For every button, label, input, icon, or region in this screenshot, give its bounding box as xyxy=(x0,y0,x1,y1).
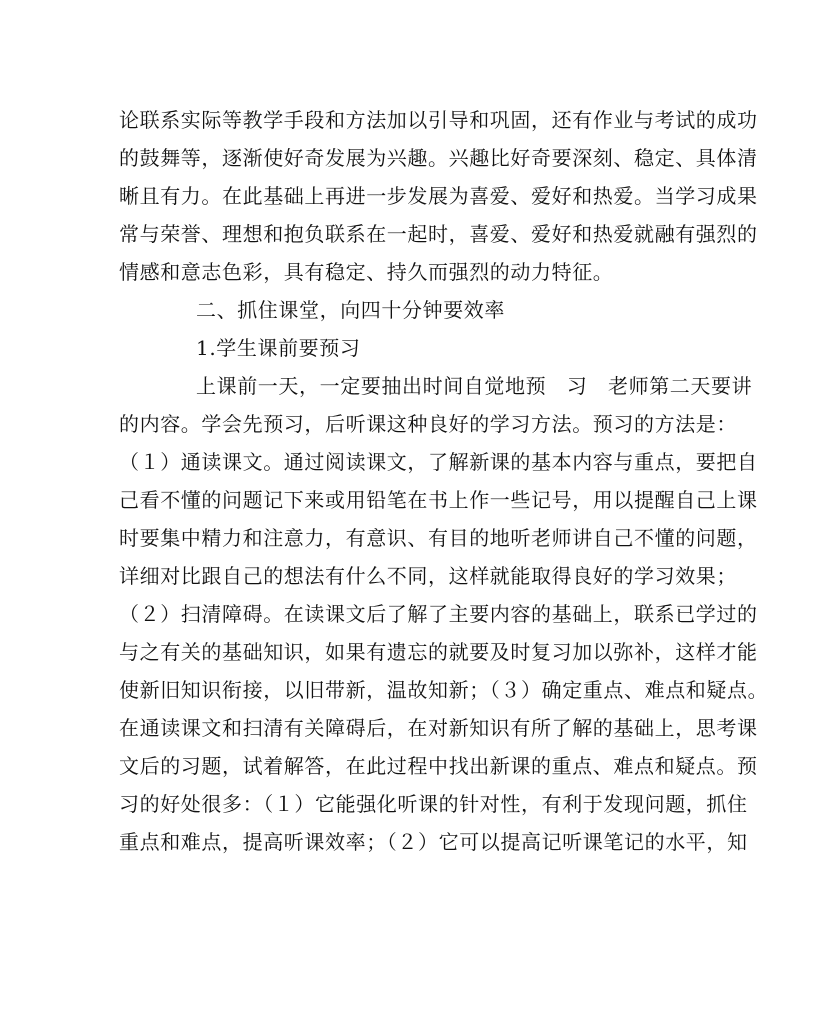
paragraph-line: 文后的习题，试着解答，在此过程中找出新课的重点、难点和疑点。预 xyxy=(119,754,758,778)
section-heading: 二、抓住课堂，向四十分钟要效率 xyxy=(196,298,505,322)
paragraph-line: 的鼓舞等，逐渐使好奇发展为兴趣。兴趣比好奇要深刻、稳定、具体清 xyxy=(119,146,758,170)
paragraph-line: （２）扫清障碍。在读课文后了解了主要内容的基础上，联系已学过的 xyxy=(119,602,758,626)
paragraph-line: 详细对比跟自己的想法有什么不同，这样就能取得良好的学习效果； xyxy=(119,564,737,588)
paragraph-line: 在通读课文和扫清有关障碍后，在对新知识有所了解的基础上，思考课 xyxy=(119,716,758,740)
paragraph-line: 己看不懂的问题记下来或用铅笔在书上作一些记号，用以提醒自己上课 xyxy=(119,488,758,512)
paragraph-line: 习的好处很多：（１）它能强化听课的针对性，有利于发现问题，抓住 xyxy=(119,792,748,816)
paragraph-line: 晰且有力。在此基础上再进一步发展为喜爱、爱好和热爱。当学习成果 xyxy=(119,184,758,208)
subsection-heading: 1.学生课前要预习 xyxy=(196,336,361,360)
paragraph-line: 使新旧知识衔接，以旧带新，温故知新；（３）确定重点、难点和疑点。 xyxy=(119,678,769,702)
paragraph-line: 重点和难点，提高听课效率；（２）它可以提高记听课笔记的水平，知 xyxy=(119,830,748,854)
paragraph-line: 的内容。学会先预习，后听课这种良好的学习方法。预习的方法是： xyxy=(119,412,737,436)
paragraph-line: 论联系实际等教学手段和方法加以引导和巩固，还有作业与考试的成功 xyxy=(119,108,758,132)
paragraph-line: 与之有关的基础知识，如果有遗忘的就要及时复习加以弥补，这样才能 xyxy=(119,640,758,664)
paragraph-line: 常与荣誉、理想和抱负联系在一起时，喜爱、爱好和热爱就融有强烈的 xyxy=(119,222,758,246)
paragraph-line: （１）通读课文。通过阅读课文，了解新课的基本内容与重点，要把自 xyxy=(119,450,758,474)
paragraph-line: 情感和意志色彩，具有稳定、持久而强烈的动力特征。 xyxy=(119,260,614,284)
paragraph-line: 上课前一天，一定要抽出时间自觉地预 习 老师第二天要讲 xyxy=(196,374,753,398)
paragraph-line: 时要集中精力和注意力，有意识、有目的地听老师讲自己不懂的问题， xyxy=(119,526,758,550)
